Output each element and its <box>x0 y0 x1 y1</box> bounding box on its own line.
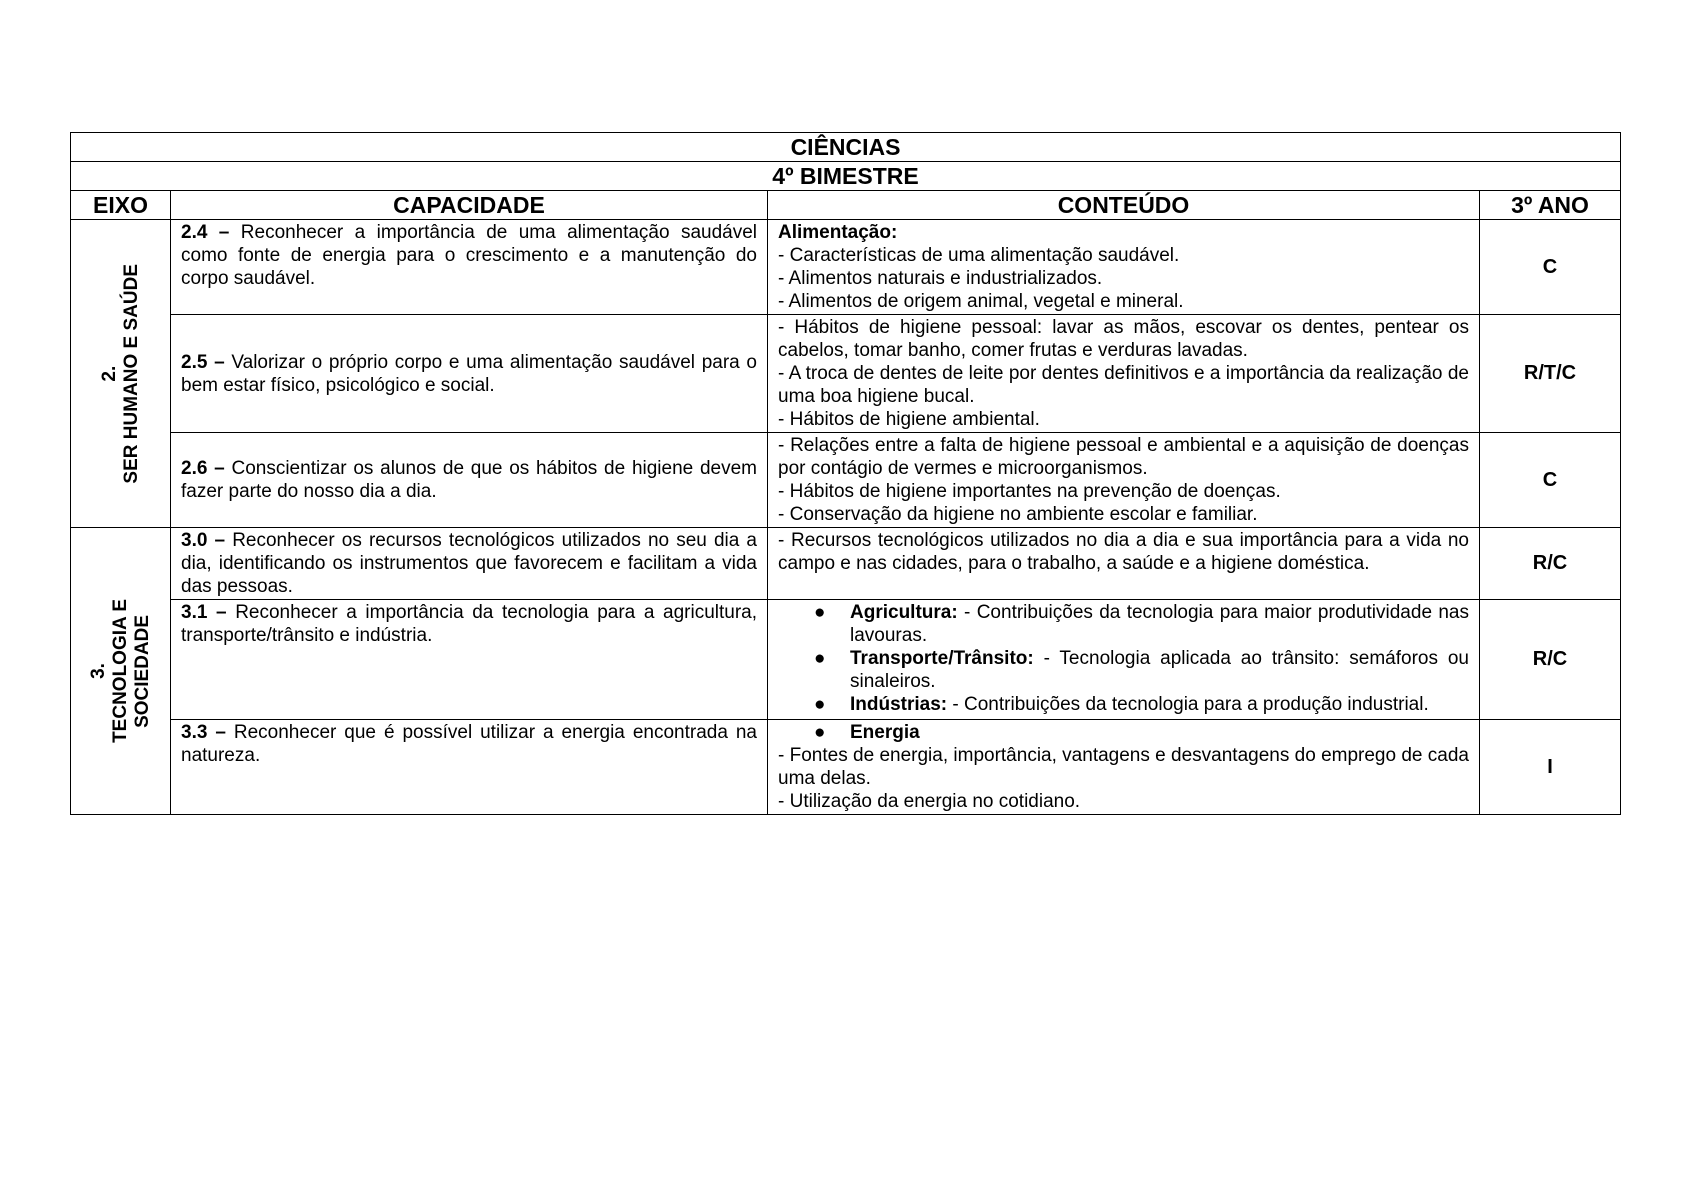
bullet-list <box>778 601 1469 716</box>
ano-cell: R/T/C <box>1480 315 1621 433</box>
bullet-label: Agricultura: <box>850 602 958 623</box>
eixo-number: 2. <box>98 365 120 382</box>
conteudo-cell <box>768 315 1480 433</box>
header-eixo: EIXO <box>71 191 171 220</box>
table-row <box>71 315 1621 433</box>
eixo-ser-humano <box>71 220 171 528</box>
capacidade-text: Conscientizar os alunos de que os hábitos de higiene devem fazer parte do nosso dia a dia. <box>181 458 757 502</box>
capacidade-number: 3.1 – <box>181 602 227 623</box>
capacidade-cell <box>171 720 768 815</box>
bullet-label: Indústrias: <box>850 694 948 715</box>
capacidade-text: Reconhecer a importância de uma alimentação saudável como fonte de energia para o crescimento e a manutenção do corpo saudável. <box>181 222 758 289</box>
capacidade-text: Reconhecer que é possível utilizar a energia encontrada na natureza. <box>181 722 757 766</box>
conteudo-line: - Fontes de energia, importância, vantagens e desvantagens do emprego de cada uma delas. <box>778 745 1469 789</box>
conteudo-cell <box>768 600 1480 720</box>
capacidade-cell <box>171 433 768 528</box>
capacidade-text: Reconhecer os recursos tecnológicos utilizados no seu dia a dia, identificando os instrumentos que favorecem e facilitam a vida das pessoas. <box>181 530 757 597</box>
bullet-icon: ● <box>814 722 826 743</box>
capacidade-number: 2.5 – <box>181 351 225 373</box>
conteudo-line: - Conservação da higiene no ambiente escolar e familiar. <box>778 504 1258 525</box>
capacidade-text: Reconhecer a importância da tecnologia para a agricultura, transporte/trânsito e indústria. <box>181 602 758 646</box>
ano-cell: C <box>1480 220 1621 315</box>
conteudo-cell <box>768 220 1480 315</box>
conteudo-line: - Alimentos naturais e industrializados. <box>778 268 1103 289</box>
curriculum-table <box>70 132 1621 815</box>
list-item <box>814 601 1469 647</box>
conteudo-line: - Utilização da energia no cotidiano. <box>778 791 1081 812</box>
eixo-number: 3. <box>87 663 109 679</box>
header-row <box>71 191 1621 220</box>
bullet-text: - Contribuições da tecnologia para a produção industrial. <box>947 694 1429 715</box>
bimestre-title: 4º BIMESTRE <box>71 162 1621 191</box>
ano-cell: C <box>1480 433 1621 528</box>
conteudo-line: - Hábitos de higiene pessoal: lavar as mãos, escovar os dentes, pentear os cabelos, tomar banho, comer frutas e verduras lavadas. <box>778 317 1469 361</box>
title-row <box>71 133 1621 162</box>
capacidade-number: 3.3 – <box>181 722 226 743</box>
conteudo-line: - Hábitos de higiene importantes na prevenção de doenças. <box>778 481 1281 502</box>
bullet-label: Energia <box>850 722 920 743</box>
capacidade-cell <box>171 528 768 600</box>
ano-cell: R/C <box>1480 600 1621 720</box>
capacidade-number: 2.4 – <box>181 222 230 243</box>
bullet-label: Transporte/Trânsito: <box>850 648 1034 669</box>
table-title: CIÊNCIAS <box>71 133 1621 162</box>
header-conteudo: CONTEÚDO <box>768 191 1480 220</box>
bullet-text: - Tecnologia aplicada ao trânsito: semáforos ou sinaleiros. <box>850 648 1469 692</box>
header-capacidade: CAPACIDADE <box>171 191 768 220</box>
table-row <box>71 433 1621 528</box>
bullet-text: - Contribuições da tecnologia para maior produtividade nas lavouras. <box>850 602 1469 646</box>
bullet-icon: ● <box>814 694 826 715</box>
bullet-icon: ● <box>814 602 826 623</box>
bimestre-row <box>71 162 1621 191</box>
list-item <box>814 693 1469 716</box>
ano-cell: I <box>1480 720 1621 815</box>
table-row <box>71 528 1621 600</box>
conteudo-line: - A troca de dentes de leite por dentes definitivos e a importância da realização de uma boa higiene bucal. <box>778 363 1469 407</box>
capacidade-number: 3.0 – <box>181 530 226 551</box>
list-item <box>814 721 1469 744</box>
table-row <box>71 720 1621 815</box>
eixo-name: SER HUMANO E SAÚDE <box>120 263 142 484</box>
table-row <box>71 600 1621 720</box>
eixo-name: SOCIEDADE <box>131 614 153 728</box>
conteudo-cell <box>768 528 1480 600</box>
table-row <box>71 220 1621 315</box>
conteudo-line: - Hábitos de higiene ambiental. <box>778 409 1040 430</box>
eixo-tecnologia <box>71 528 171 815</box>
bullet-list <box>778 721 1469 744</box>
conteudo-line: - Relações entre a falta de higiene pessoal e ambiental e a aquisição de doenças por contágio de vermes e microorganismos. <box>778 435 1469 479</box>
conteudo-line: - Características de uma alimentação saudável. <box>778 245 1180 266</box>
eixo-name: TECNOLOGIA E <box>109 599 131 743</box>
list-item <box>814 647 1469 693</box>
capacidade-text: Valorizar o próprio corpo e uma alimentação saudável para o bem estar físico, psicológico e social. <box>181 351 757 396</box>
capacidade-number: 2.6 – <box>181 458 225 479</box>
conteudo-line: - Alimentos de origem animal, vegetal e mineral. <box>778 291 1184 312</box>
ano-cell: R/C <box>1480 528 1621 600</box>
header-ano: 3º ANO <box>1480 191 1621 220</box>
conteudo-line: - Recursos tecnológicos utilizados no dia a dia e sua importância para a vida no campo e nas cidades, para o trabalho, a saúde e a higiene doméstica. <box>778 530 1469 574</box>
capacidade-cell <box>171 600 768 720</box>
conteudo-cell <box>768 720 1480 815</box>
capacidade-cell <box>171 315 768 433</box>
capacidade-cell <box>171 220 768 315</box>
conteudo-heading: Alimentação: <box>778 222 898 243</box>
bullet-icon: ● <box>814 648 826 669</box>
conteudo-cell <box>768 433 1480 528</box>
